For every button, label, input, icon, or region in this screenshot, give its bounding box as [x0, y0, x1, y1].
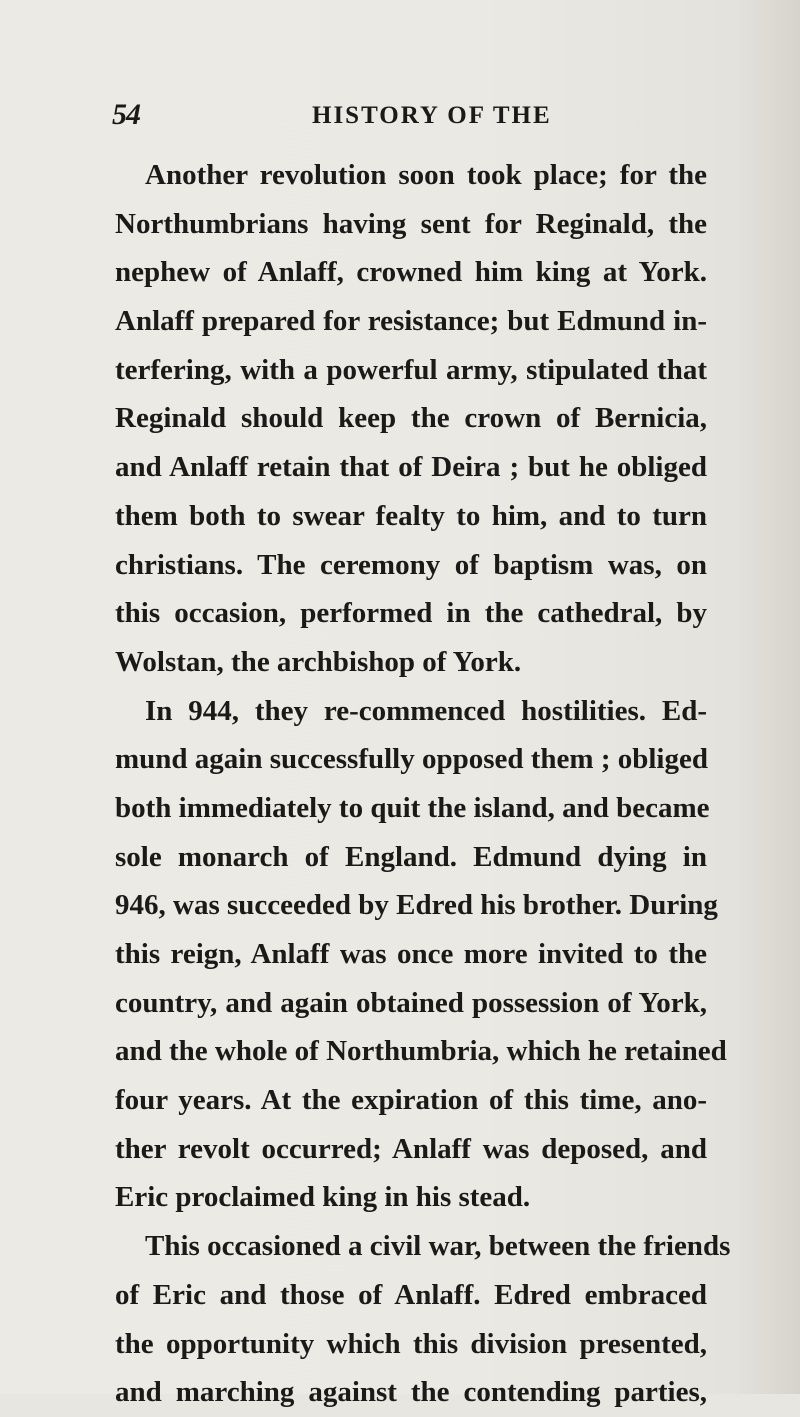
text-line: ther revolt occurred; Anlaff was deposed, and [115, 1132, 707, 1165]
text-line: country, and again obtained possession of York, [115, 986, 707, 1019]
text-line: terfering, with a powerful army, stipulated that [115, 353, 707, 386]
text-line: In 944, they re-commenced hostilities. Ed- [145, 694, 707, 727]
text-line: christians. The ceremony of baptism was, on [115, 548, 707, 581]
text-line: and Anlaff retain that of Deira ; but he obliged [115, 451, 707, 484]
text-line: Reginald should keep the crown of Bernicia, [115, 402, 707, 435]
text-line: Another revolution soon took place; for the [145, 159, 707, 191]
text-line: 946, was succeeded by Edred his brother. During [115, 889, 718, 922]
text-line: and the whole of Northumbria, which he retained [115, 1035, 727, 1068]
text-line: this occasion, performed in the cathedral, by [115, 597, 707, 630]
text-line: four years. At the expiration of this time, ano- [115, 1084, 707, 1117]
text-line: Anlaff prepared for resistance; but Edmund in- [115, 305, 707, 338]
text-line: the opportunity which this division presented, [115, 1327, 707, 1360]
text-line: this reign, Anlaff was once more invited to the [115, 938, 707, 970]
text-line: them both to swear fealty to him, and to turn [115, 499, 707, 532]
page-number: 54 [112, 98, 140, 131]
page-header [112, 98, 712, 138]
text-line: both immediately to quit the island, and became [115, 791, 710, 824]
text-line: nephew of Anlaff, crowned him king at York. [115, 256, 707, 289]
text-line: sole monarch of England. Edmund dying in [115, 840, 707, 873]
text-line: This occasioned a civil war, between the friends [145, 1230, 731, 1263]
text-line: and marching against the contending parties, [115, 1376, 707, 1409]
body-text [115, 151, 731, 1417]
text-line: mund again successfully opposed them ; obliged [115, 743, 708, 776]
text-line: Eric proclaimed king in his stead. [115, 1181, 531, 1214]
running-title: HISTORY OF THE [312, 102, 552, 129]
text-line: of Eric and those of Anlaff. Edred embraced [115, 1278, 707, 1311]
text-line: Wolstan, the archbishop of York. [115, 645, 522, 678]
text-line: Northumbrians having sent for Reginald, the [115, 207, 707, 240]
